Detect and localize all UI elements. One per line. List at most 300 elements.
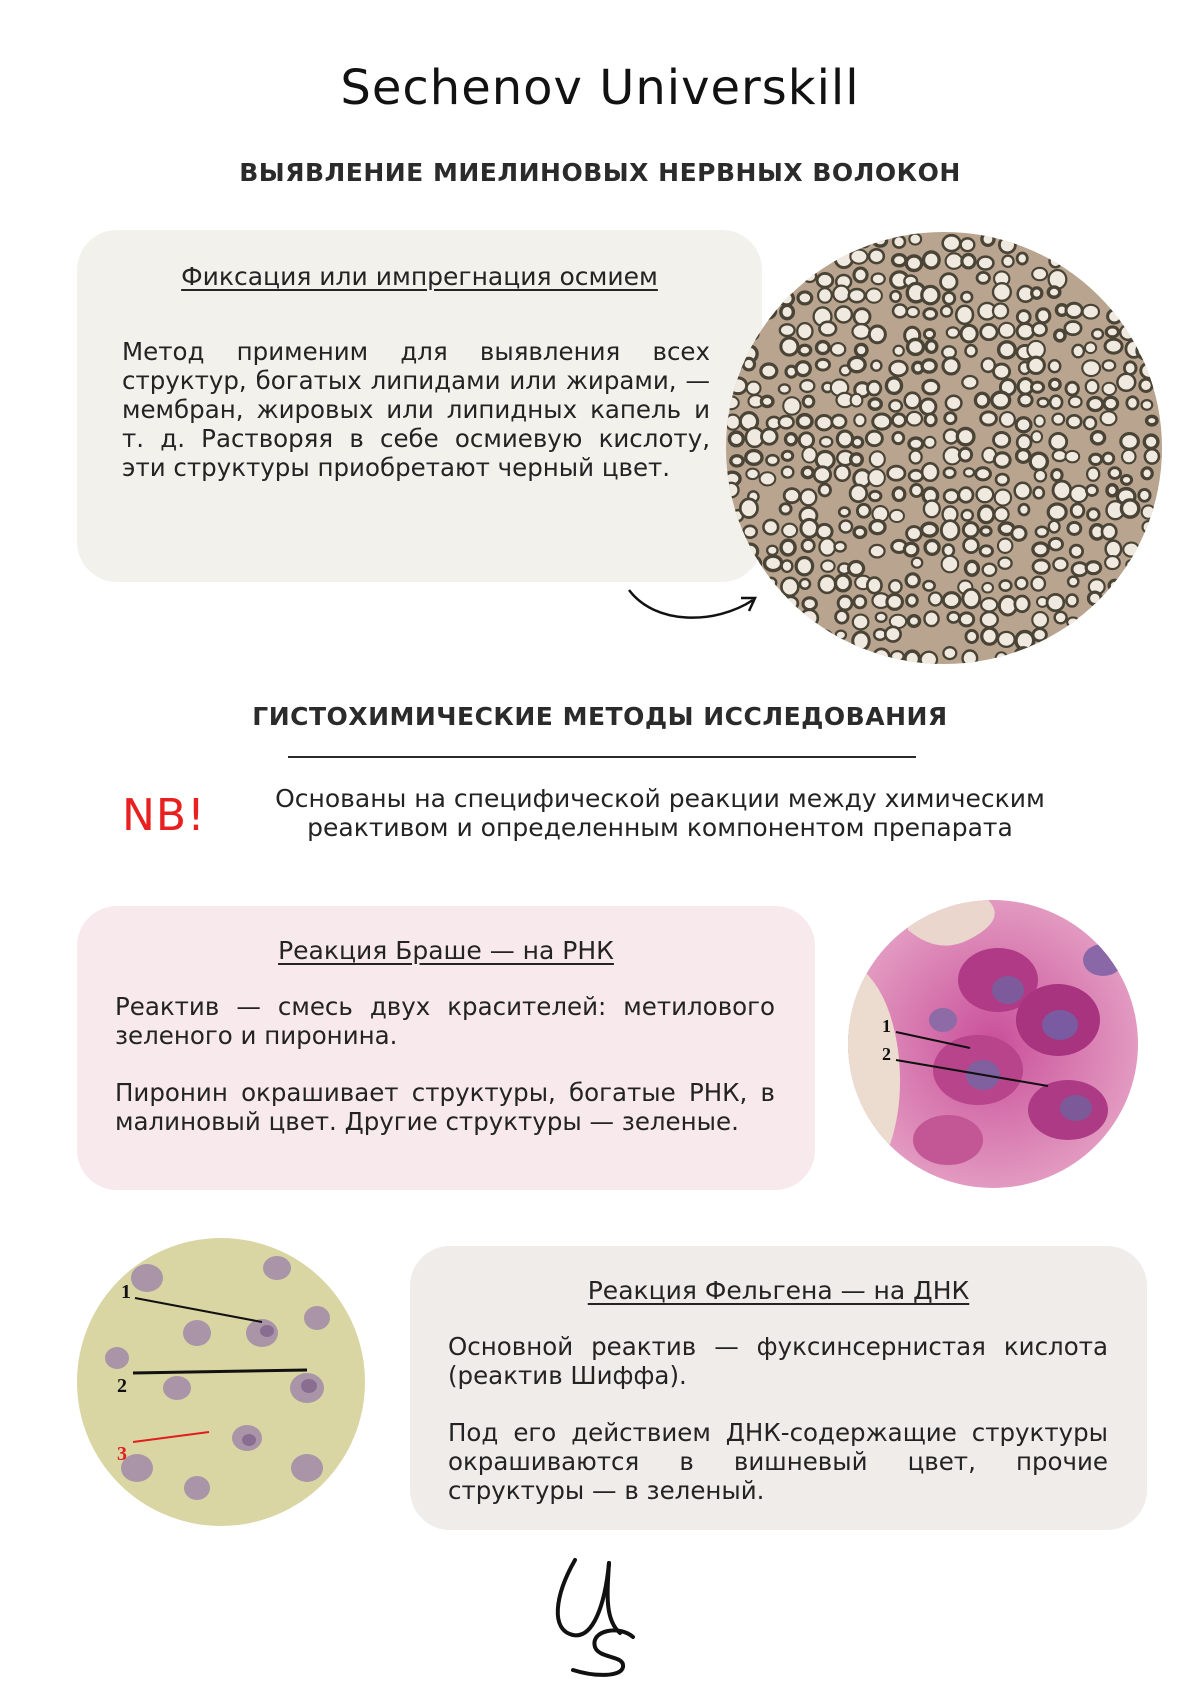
- myelin-ring: [981, 324, 997, 339]
- myelin-ring: [816, 416, 832, 430]
- myelin-ring: [925, 414, 936, 426]
- myelin-ring: [1053, 481, 1071, 499]
- myelin-ring: [1088, 398, 1103, 411]
- myelin-ring: [1146, 616, 1157, 626]
- myelin-ring: [1068, 252, 1085, 266]
- myelin-ring: [1067, 617, 1079, 627]
- myelin-ring: [1142, 505, 1155, 518]
- myelin-ring: [1117, 374, 1135, 391]
- myelin-ring: [1121, 599, 1132, 609]
- myelin-ring: [1106, 541, 1122, 558]
- myelin-ring: [942, 346, 956, 358]
- myelin-ring: [905, 393, 920, 409]
- myelin-ring: [831, 343, 845, 356]
- myelin-ring: [779, 416, 794, 428]
- myelin-ring: [1032, 577, 1045, 591]
- myelin-ring: [999, 237, 1015, 253]
- myelin-ring: [798, 292, 812, 304]
- myelin-ring: [1019, 504, 1029, 515]
- myelin-ring: [979, 506, 994, 523]
- myelin-ring: [799, 345, 811, 355]
- myelin-ring: [1070, 545, 1082, 557]
- myelin-ring: [876, 613, 887, 622]
- myelin-ring: [1104, 397, 1118, 410]
- myelin-ring: [870, 545, 885, 557]
- section-heading-myelin: ВЫЯВЛЕНИЕ МИЕЛИНОВЫХ НЕРВНЫХ ВОЛОКОН: [239, 158, 961, 187]
- myelin-ring: [1030, 453, 1047, 470]
- myelin-ring: [1121, 253, 1138, 267]
- osmium-card-title: Фиксация или импрегнация осмием: [181, 262, 658, 291]
- myelin-ring: [992, 392, 1010, 408]
- myelin-ring: [1107, 292, 1118, 302]
- myelin-ring: [1086, 238, 1101, 252]
- myelin-ring: [767, 546, 777, 555]
- myelin-ring: [926, 341, 937, 353]
- myelin-ring: [1087, 467, 1099, 480]
- myelin-ring: [1109, 580, 1120, 591]
- myelin-ring: [1066, 303, 1082, 317]
- myelin-ring: [1086, 562, 1101, 574]
- myelin-ring: [1067, 415, 1081, 428]
- myelin-ring: [1142, 521, 1154, 533]
- myelin-ring: [1122, 573, 1138, 589]
- myelin-ring: [1019, 394, 1032, 406]
- myelin-ring: [849, 357, 866, 371]
- myelin-ring: [1070, 486, 1087, 502]
- myelin-ring: [1144, 435, 1158, 448]
- myelin-ring: [802, 467, 813, 477]
- myelin-ring: [1054, 633, 1068, 647]
- myelin-ring: [1016, 577, 1028, 589]
- myelin-ring: [945, 413, 956, 424]
- myelin-ring: [835, 306, 852, 322]
- myelin-ring: [943, 545, 954, 557]
- myelin-ring: [1069, 396, 1082, 407]
- myelin-ring: [977, 272, 989, 283]
- feulgen-card-p1: Основной реактив — фуксинсернистая кислота (реактив Шиффа).: [448, 1332, 1108, 1390]
- myelin-ring: [817, 524, 832, 538]
- myelin-ring: [766, 654, 776, 662]
- myelin-ring: [961, 238, 975, 251]
- myelin-ring: [1052, 414, 1064, 425]
- myelin-ring: [1110, 236, 1120, 245]
- myelin-ring: [946, 253, 963, 269]
- myelin-ring: [1101, 411, 1117, 425]
- myelin-ring: [1091, 432, 1104, 444]
- myelin-ring: [911, 484, 923, 496]
- myelin-ring: [803, 396, 814, 407]
- myelin-ring: [977, 487, 994, 502]
- myelin-ring: [1016, 418, 1031, 432]
- myelin-ring: [993, 303, 1008, 318]
- myelin-ring: [1106, 327, 1118, 337]
- brachet-card-p1: Реактив — смесь двух красителей: метилового зеленого и пиронина.: [115, 992, 775, 1050]
- myelin-ring: [743, 358, 754, 370]
- myelin-ring: [1037, 309, 1050, 323]
- myelin-ring: [766, 455, 778, 465]
- myelin-ring: [1052, 469, 1062, 480]
- myelin-ring: [1092, 329, 1103, 339]
- myelin-ring: [924, 501, 940, 518]
- myelin-ring: [893, 432, 904, 443]
- myelin-ring: [814, 254, 827, 265]
- myelin-ring: [993, 432, 1009, 447]
- myelin-ring: [761, 364, 777, 378]
- myelin-ring: [796, 558, 812, 575]
- myelin-ring: [867, 381, 880, 395]
- myelin-ring: [965, 561, 978, 575]
- myelin-ring: [994, 453, 1010, 467]
- myelin-ring: [873, 414, 891, 429]
- myelin-ring: [819, 322, 836, 336]
- myelin-ring: [743, 526, 756, 538]
- myelin-ring: [982, 583, 993, 593]
- myelin-ring: [885, 627, 900, 642]
- brachet-marker-2: 2: [882, 1044, 891, 1064]
- myelin-ring: [1034, 487, 1044, 498]
- myelin-ring: [836, 631, 846, 640]
- myelin-ring: [1032, 288, 1042, 298]
- myelin-ring: [1055, 232, 1068, 244]
- myelin-ring: [854, 414, 865, 426]
- section-heading-histochem: ГИСТОХИМИЧЕСКИЕ МЕТОДЫ ИССЛЕДОВАНИЯ: [252, 702, 948, 731]
- myelin-ring: [802, 447, 816, 462]
- myelin-ring: [910, 450, 922, 463]
- myelin-ring: [838, 653, 850, 664]
- brand-title: Sechenov Universkill: [340, 60, 860, 116]
- myelin-ring: [1071, 504, 1084, 518]
- myelin-ring: [924, 329, 934, 338]
- myelin-ring: [943, 647, 956, 659]
- myelin-ring: [904, 543, 917, 556]
- myelin-ring: [1107, 485, 1117, 496]
- myelin-ring: [961, 292, 972, 302]
- myelin-ring: [1122, 450, 1135, 463]
- myelin-ring: [1053, 450, 1067, 461]
- myelin-ring: [731, 456, 743, 466]
- myelin-ring: [1147, 416, 1157, 424]
- myelin-ring: [832, 415, 846, 428]
- myelin-ring: [1140, 545, 1151, 556]
- myelin-ring: [929, 593, 942, 606]
- myelin-ring: [1088, 592, 1101, 604]
- myelin-ring: [850, 250, 867, 264]
- myelin-ring: [981, 412, 997, 425]
- myelin-ring: [726, 415, 740, 430]
- myelin-ring: [1126, 560, 1136, 569]
- myelin-ring: [766, 578, 776, 588]
- myelin-ring: [784, 489, 800, 503]
- myelin-ring: [923, 380, 939, 394]
- myelin-ring: [765, 556, 782, 570]
- logo-icon: [545, 1555, 655, 1680]
- myelin-ring: [959, 448, 971, 461]
- myelin-ring: [962, 510, 973, 520]
- myelin-ring: [726, 649, 739, 661]
- osmium-micrograph-image: [726, 232, 1162, 664]
- myelin-ring: [854, 268, 867, 282]
- myelin-ring: [800, 579, 810, 589]
- arrow-icon: [625, 580, 765, 640]
- myelin-ring: [956, 306, 973, 324]
- myelin-ring: [780, 504, 791, 514]
- myelin-ring: [982, 628, 998, 644]
- myelin-ring: [1109, 468, 1121, 479]
- myelin-ring: [1121, 434, 1139, 450]
- myelin-ring: [818, 631, 833, 645]
- myelin-ring: [1082, 652, 1100, 664]
- myelin-ring: [944, 490, 958, 503]
- myelin-ring: [1050, 396, 1062, 409]
- myelin-ring: [907, 307, 919, 317]
- myelin-ring: [962, 376, 977, 389]
- myelin-ring: [836, 610, 848, 623]
- myelin-ring: [982, 233, 994, 246]
- myelin-ring: [762, 429, 778, 444]
- myelin-ring: [1083, 305, 1099, 319]
- myelin-ring: [1143, 597, 1159, 610]
- myelin-ring: [778, 629, 793, 641]
- myelin-ring: [802, 539, 814, 551]
- myelin-ring: [803, 598, 816, 610]
- myelin-ring: [1103, 650, 1119, 664]
- myelin-ring: [780, 324, 795, 336]
- myelin-ring: [890, 361, 908, 376]
- myelin-ring: [1051, 652, 1065, 664]
- myelin-ring: [869, 326, 885, 343]
- myelin-ring: [907, 595, 918, 606]
- myelin-ring: [994, 364, 1010, 379]
- myelin-ring: [840, 521, 853, 533]
- myelin-ring: [959, 488, 973, 503]
- myelin-ring: [1053, 558, 1067, 571]
- myelin-ring: [746, 469, 759, 479]
- myelin-ring: [799, 433, 813, 448]
- myelin-ring: [893, 488, 905, 501]
- myelin-ring: [998, 632, 1015, 647]
- myelin-ring: [980, 546, 992, 556]
- myelin-ring: [1090, 454, 1102, 464]
- myelin-ring: [873, 649, 889, 664]
- myelin-ring: [886, 378, 901, 394]
- myelin-ring: [1033, 543, 1048, 556]
- myelin-ring: [1050, 379, 1061, 389]
- myelin-ring: [819, 484, 830, 496]
- myelin-ring: [851, 454, 863, 465]
- myelin-ring: [833, 286, 849, 302]
- myelin-ring: [996, 652, 1007, 664]
- myelin-ring: [852, 437, 862, 447]
- myelin-ring: [1088, 509, 1100, 520]
- myelin-ring: [943, 593, 960, 608]
- myelin-ring: [768, 633, 779, 643]
- myelin-ring: [941, 521, 959, 540]
- myelin-ring: [922, 286, 939, 303]
- myelin-ring: [1048, 287, 1059, 297]
- myelin-ring: [1142, 468, 1152, 479]
- myelin-ring: [782, 467, 794, 478]
- myelin-ring: [1121, 475, 1131, 484]
- myelin-ring: [1050, 433, 1067, 450]
- myelin-ring: [1137, 303, 1154, 320]
- myelin-ring: [1123, 612, 1133, 623]
- myelin-ring: [1016, 648, 1032, 661]
- myelin-ring: [1121, 647, 1138, 661]
- myelin-ring: [855, 652, 869, 664]
- myelin-ring: [981, 612, 998, 627]
- myelin-ring: [849, 289, 865, 302]
- myelin-ring: [1141, 363, 1159, 379]
- myelin-ring: [779, 384, 790, 393]
- myelin-ring: [942, 556, 959, 572]
- myelin-ring: [1085, 342, 1096, 353]
- feulgen-marker-3: 3: [117, 1443, 127, 1465]
- myelin-ring: [781, 338, 798, 355]
- brachet-micrograph-image: [848, 900, 1138, 1188]
- myelin-ring: [818, 646, 833, 662]
- myelin-ring: [998, 539, 1012, 553]
- myelin-ring: [998, 558, 1011, 569]
- myelin-ring: [921, 652, 937, 664]
- myelin-ring: [1065, 451, 1079, 463]
- myelin-ring: [1140, 379, 1152, 391]
- myelin-ring: [909, 438, 923, 449]
- myelin-ring: [835, 465, 850, 480]
- myelin-ring: [819, 576, 836, 593]
- myelin-ring: [780, 292, 794, 305]
- myelin-ring: [948, 612, 960, 622]
- myelin-ring: [1031, 382, 1043, 392]
- myelin-ring: [869, 399, 881, 409]
- myelin-ring: [850, 485, 867, 502]
- myelin-ring: [1142, 400, 1153, 410]
- myelin-ring: [803, 270, 816, 281]
- myelin-ring: [1140, 634, 1151, 646]
- myelin-ring: [964, 538, 979, 553]
- myelin-ring: [1105, 556, 1120, 569]
- myelin-ring: [1032, 612, 1048, 628]
- myelin-ring: [1035, 470, 1046, 482]
- myelin-ring: [1066, 595, 1077, 607]
- myelin-ring: [856, 344, 867, 355]
- myelin-ring: [1121, 500, 1138, 517]
- myelin-ring: [854, 527, 866, 537]
- myelin-ring: [963, 523, 978, 537]
- myelin-ring: [740, 499, 757, 518]
- myelin-ring: [1049, 521, 1060, 533]
- myelin-ring: [892, 414, 905, 426]
- myelin-ring: [866, 431, 882, 445]
- myelin-ring: [981, 527, 991, 536]
- myelin-ring: [1141, 267, 1156, 283]
- myelin-ring: [798, 252, 808, 262]
- myelin-ring: [912, 558, 922, 568]
- myelin-ring: [1066, 382, 1078, 395]
- myelin-ring: [1092, 256, 1103, 265]
- myelin-ring: [766, 594, 781, 607]
- myelin-ring: [1071, 653, 1084, 664]
- myelin-ring: [993, 283, 1011, 301]
- myelin-ring: [1090, 273, 1106, 289]
- myelin-ring: [1139, 489, 1150, 501]
- brachet-card: [77, 906, 815, 1190]
- myelin-ring: [961, 325, 977, 342]
- myelin-ring: [816, 342, 829, 354]
- myelin-ring: [819, 538, 835, 555]
- myelin-ring: [820, 437, 832, 447]
- myelin-ring: [812, 238, 830, 253]
- myelin-ring: [1123, 268, 1138, 282]
- myelin-ring: [1102, 383, 1115, 395]
- myelin-ring: [1049, 360, 1060, 372]
- myelin-ring: [922, 463, 938, 480]
- myelin-ring: [943, 358, 959, 374]
- myelin-ring: [763, 520, 778, 534]
- brachet-card-p2: Пиронин окрашивает структуры, богатые РНК, в малиновый цвет. Другие структуры — зеленые.: [115, 1078, 775, 1136]
- myelin-ring: [924, 437, 935, 448]
- myelin-ring: [966, 630, 978, 642]
- myelin-ring: [1000, 580, 1012, 590]
- myelin-ring: [765, 235, 777, 248]
- myelin-ring: [782, 646, 798, 660]
- myelin-ring: [1033, 323, 1047, 336]
- myelin-ring: [1055, 330, 1065, 341]
- myelin-ring: [1032, 268, 1047, 280]
- myelin-ring: [943, 235, 961, 251]
- myelin-ring: [905, 651, 920, 664]
- myelin-ring: [965, 345, 976, 356]
- nb-text: Основаны на специфической реакции между химическим реактивом и определенным компонентом препарата: [275, 784, 1045, 842]
- myelin-ring: [1125, 239, 1137, 251]
- myelin-ring: [908, 339, 924, 354]
- myelin-ring: [854, 309, 870, 325]
- brachet-marker-1: 1: [882, 1016, 891, 1036]
- myelin-ring: [870, 521, 885, 534]
- myelin-ring: [1136, 289, 1152, 305]
- myelin-ring: [1048, 504, 1066, 520]
- myelin-ring: [857, 504, 870, 517]
- feulgen-card-title: Реакция Фельгена — на ДНК: [587, 1276, 970, 1305]
- brachet-card-title: Реакция Браше — на РНК: [278, 936, 614, 965]
- myelin-ring: [781, 270, 793, 280]
- myelin-ring: [816, 359, 829, 370]
- myelin-ring: [889, 580, 901, 593]
- myelin-ring: [866, 289, 882, 303]
- myelin-ring: [1017, 311, 1030, 324]
- myelin-ring: [797, 323, 812, 339]
- myelin-ring: [1138, 575, 1154, 590]
- myelin-ring: [761, 396, 773, 406]
- myelin-ring: [943, 292, 954, 304]
- myelin-ring: [924, 309, 937, 320]
- myelin-ring: [1002, 256, 1013, 267]
- myelin-ring: [1031, 431, 1042, 442]
- myelin-ring: [1028, 357, 1045, 373]
- myelin-ring: [1092, 635, 1103, 646]
- myelin-ring: [1144, 646, 1160, 659]
- myelin-ring: [821, 560, 834, 571]
- myelin-ring: [814, 467, 830, 483]
- feulgen-card-p2: Под его действием ДНК-содержащие структуры окрашиваются в вишневый цвет, прочие структуры — в зеленый.: [448, 1418, 1108, 1505]
- myelin-ring: [1070, 629, 1085, 644]
- myelin-ring: [941, 306, 952, 317]
- feulgen-micrograph-image: [77, 1238, 365, 1526]
- myelin-ring: [941, 274, 958, 290]
- myelin-ring: [1065, 322, 1081, 335]
- myelin-ring: [906, 256, 921, 270]
- myelin-ring: [767, 257, 778, 268]
- myelin-ring: [909, 470, 923, 481]
